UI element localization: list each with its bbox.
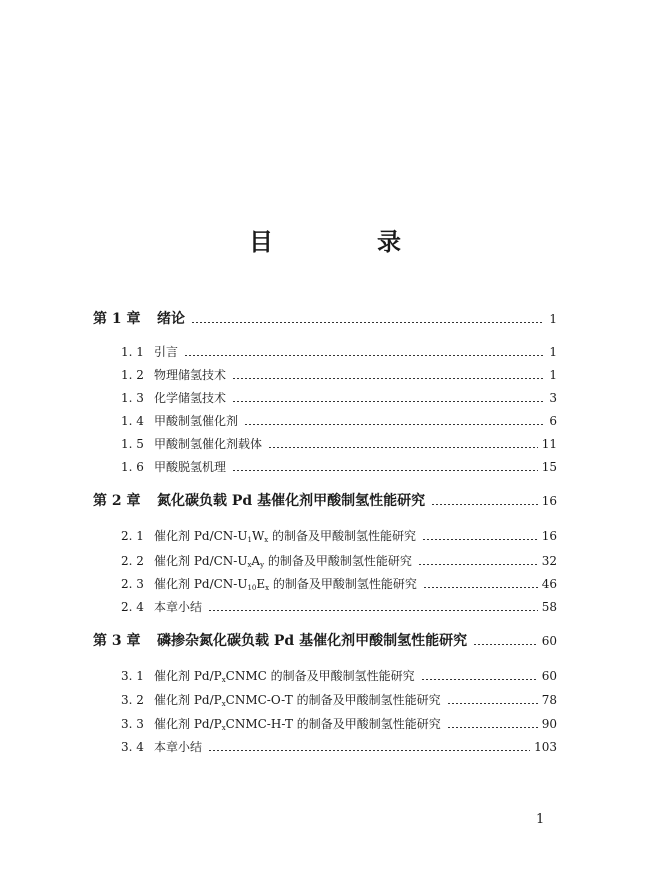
subscript: x bbox=[264, 536, 269, 544]
toc-entry-number: 第 3 章 bbox=[93, 633, 141, 649]
toc-entry-number: 1. 5 bbox=[121, 437, 144, 451]
toc-entry-number: 1. 1 bbox=[121, 345, 144, 359]
toc-entry-label bbox=[154, 689, 441, 715]
toc-entry-label: 氮化碳负载 Pd 基催化剂甲酸制氢性能研究 bbox=[157, 493, 426, 509]
toc-chapter-3[interactable] bbox=[93, 630, 557, 652]
toc-section-1-2[interactable] bbox=[121, 364, 557, 386]
dot-leader bbox=[473, 644, 538, 645]
toc-title: 目 录 bbox=[249, 227, 441, 256]
label-part: 催化剂 Pd/P bbox=[154, 693, 222, 707]
toc-entry-label bbox=[154, 525, 416, 551]
dot-leader bbox=[232, 401, 543, 402]
toc-section-3-3[interactable] bbox=[121, 713, 557, 735]
dot-leader bbox=[422, 539, 538, 540]
toc-entry-page: 90 bbox=[541, 717, 557, 731]
toc-entry-label: 本章小结 bbox=[154, 740, 203, 754]
toc-entry-number: 3. 4 bbox=[121, 740, 144, 754]
toc-section-1-5[interactable] bbox=[121, 433, 557, 455]
toc-entry-page: 1 bbox=[549, 312, 557, 326]
toc-entry-page: 15 bbox=[541, 460, 557, 474]
toc-entry-page: 32 bbox=[541, 554, 557, 568]
toc-section-1-1[interactable] bbox=[121, 341, 557, 363]
label-part: 催化剂 Pd/P bbox=[154, 669, 222, 683]
toc-entry-page: 11 bbox=[541, 437, 557, 451]
dot-leader bbox=[423, 587, 538, 588]
toc-entry-page: 6 bbox=[549, 414, 557, 428]
label-part: 催化剂 Pd/CN-U bbox=[154, 577, 248, 591]
subscript: y bbox=[260, 561, 265, 569]
toc-entry-number: 3. 1 bbox=[121, 669, 144, 683]
label-part: 的制备及甲酸制氢性能研究 bbox=[268, 529, 417, 543]
dot-leader bbox=[191, 322, 543, 323]
subscript: x bbox=[221, 724, 226, 732]
toc-entry-page: 1 bbox=[549, 345, 557, 359]
toc-section-2-4[interactable] bbox=[121, 596, 557, 618]
toc-entry-label: 甲酸制氢催化剂 bbox=[154, 414, 239, 428]
toc-section-3-1[interactable] bbox=[121, 665, 557, 687]
subscript: x bbox=[265, 584, 270, 592]
dot-leader bbox=[447, 727, 538, 728]
toc-entry-number: 1. 4 bbox=[121, 414, 144, 428]
subscript: 10 bbox=[247, 584, 257, 592]
toc-entry-number: 2. 2 bbox=[121, 554, 144, 568]
label-part: CNMC 的制备及甲酸制氢性能研究 bbox=[225, 669, 415, 683]
toc-entry-label bbox=[154, 665, 415, 691]
toc-entry-number: 3. 2 bbox=[121, 693, 144, 707]
toc-entry-number: 1. 2 bbox=[121, 368, 144, 382]
toc-entry-page: 46 bbox=[541, 577, 557, 591]
label-part: 催化剂 Pd/CN-U bbox=[154, 554, 248, 568]
toc-entry-page: 60 bbox=[541, 669, 557, 683]
toc-entry-page: 60 bbox=[541, 634, 557, 648]
dot-leader bbox=[431, 504, 538, 505]
toc-section-2-2[interactable] bbox=[121, 550, 557, 572]
toc-entry-number: 1. 3 bbox=[121, 391, 144, 405]
dot-leader bbox=[232, 378, 543, 379]
toc-section-1-3[interactable] bbox=[121, 387, 557, 409]
toc-entry-number: 2. 1 bbox=[121, 529, 144, 543]
dot-leader bbox=[244, 424, 543, 425]
page-number: 1 bbox=[536, 812, 545, 827]
toc-section-2-3[interactable] bbox=[121, 573, 557, 595]
subscript: x bbox=[221, 676, 226, 684]
dot-leader bbox=[447, 703, 538, 704]
toc-entry-number: 第 1 章 bbox=[93, 311, 141, 327]
toc-entry-label: 物理储氢技术 bbox=[154, 368, 227, 382]
toc-entry-label: 甲酸脱氢机理 bbox=[154, 460, 227, 474]
toc-entry-number: 第 2 章 bbox=[93, 493, 141, 509]
dot-leader bbox=[208, 610, 538, 611]
toc-entry-label: 化学储氢技术 bbox=[154, 391, 227, 405]
dot-leader bbox=[418, 564, 538, 565]
toc-entry-page: 58 bbox=[541, 600, 557, 614]
toc-entry-label: 甲酸制氢催化剂载体 bbox=[154, 437, 263, 451]
dot-leader bbox=[268, 447, 538, 448]
label-part: W bbox=[251, 529, 265, 543]
toc-chapter-2[interactable] bbox=[93, 490, 557, 512]
toc-entry-number: 2. 4 bbox=[121, 600, 144, 614]
dot-leader bbox=[208, 750, 530, 751]
toc-chapter-1[interactable] bbox=[93, 308, 557, 330]
toc-entry-number: 3. 3 bbox=[121, 717, 144, 731]
label-part: 的制备及甲酸制氢性能研究 bbox=[264, 554, 412, 568]
toc-entry-page: 3 bbox=[549, 391, 557, 405]
subscript: x bbox=[247, 561, 252, 569]
toc-entry-page: 16 bbox=[541, 494, 557, 508]
dot-leader bbox=[421, 679, 538, 680]
label-part: 催化剂 Pd/P bbox=[154, 717, 222, 731]
toc-entry-number: 2. 3 bbox=[121, 577, 144, 591]
toc-entry-label: 绪论 bbox=[157, 311, 185, 327]
toc-entry-label: 磷掺杂氮化碳负载 Pd 基催化剂甲酸制氢性能研究 bbox=[157, 633, 468, 649]
label-part: CNMC-O-T 的制备及甲酸制氢性能研究 bbox=[225, 693, 441, 707]
label-part: 的制备及甲酸制氢性能研究 bbox=[269, 577, 417, 591]
toc-section-3-2[interactable] bbox=[121, 689, 557, 711]
toc-entry-page: 16 bbox=[541, 529, 557, 543]
toc-entry-number: 1. 6 bbox=[121, 460, 144, 474]
toc-section-1-6[interactable] bbox=[121, 456, 557, 478]
toc-section-3-4[interactable] bbox=[121, 736, 557, 758]
label-part: CNMC-H-T 的制备及甲酸制氢性能研究 bbox=[225, 717, 441, 731]
toc-section-2-1[interactable] bbox=[121, 525, 557, 547]
dot-leader bbox=[232, 470, 538, 471]
dot-leader bbox=[184, 355, 543, 356]
toc-entry-page: 78 bbox=[541, 693, 557, 707]
toc-entry-label: 本章小结 bbox=[154, 600, 203, 614]
toc-entry-page: 103 bbox=[534, 740, 557, 754]
toc-entry-page: 1 bbox=[549, 368, 557, 382]
subscript: x bbox=[221, 700, 226, 708]
subscript: 1 bbox=[247, 536, 252, 544]
label-part: E bbox=[256, 577, 266, 591]
toc-section-1-4[interactable] bbox=[121, 410, 557, 432]
toc-entry-label: 引言 bbox=[154, 345, 179, 359]
label-part: 催化剂 Pd/CN-U bbox=[154, 529, 248, 543]
label-part: A bbox=[251, 554, 261, 568]
